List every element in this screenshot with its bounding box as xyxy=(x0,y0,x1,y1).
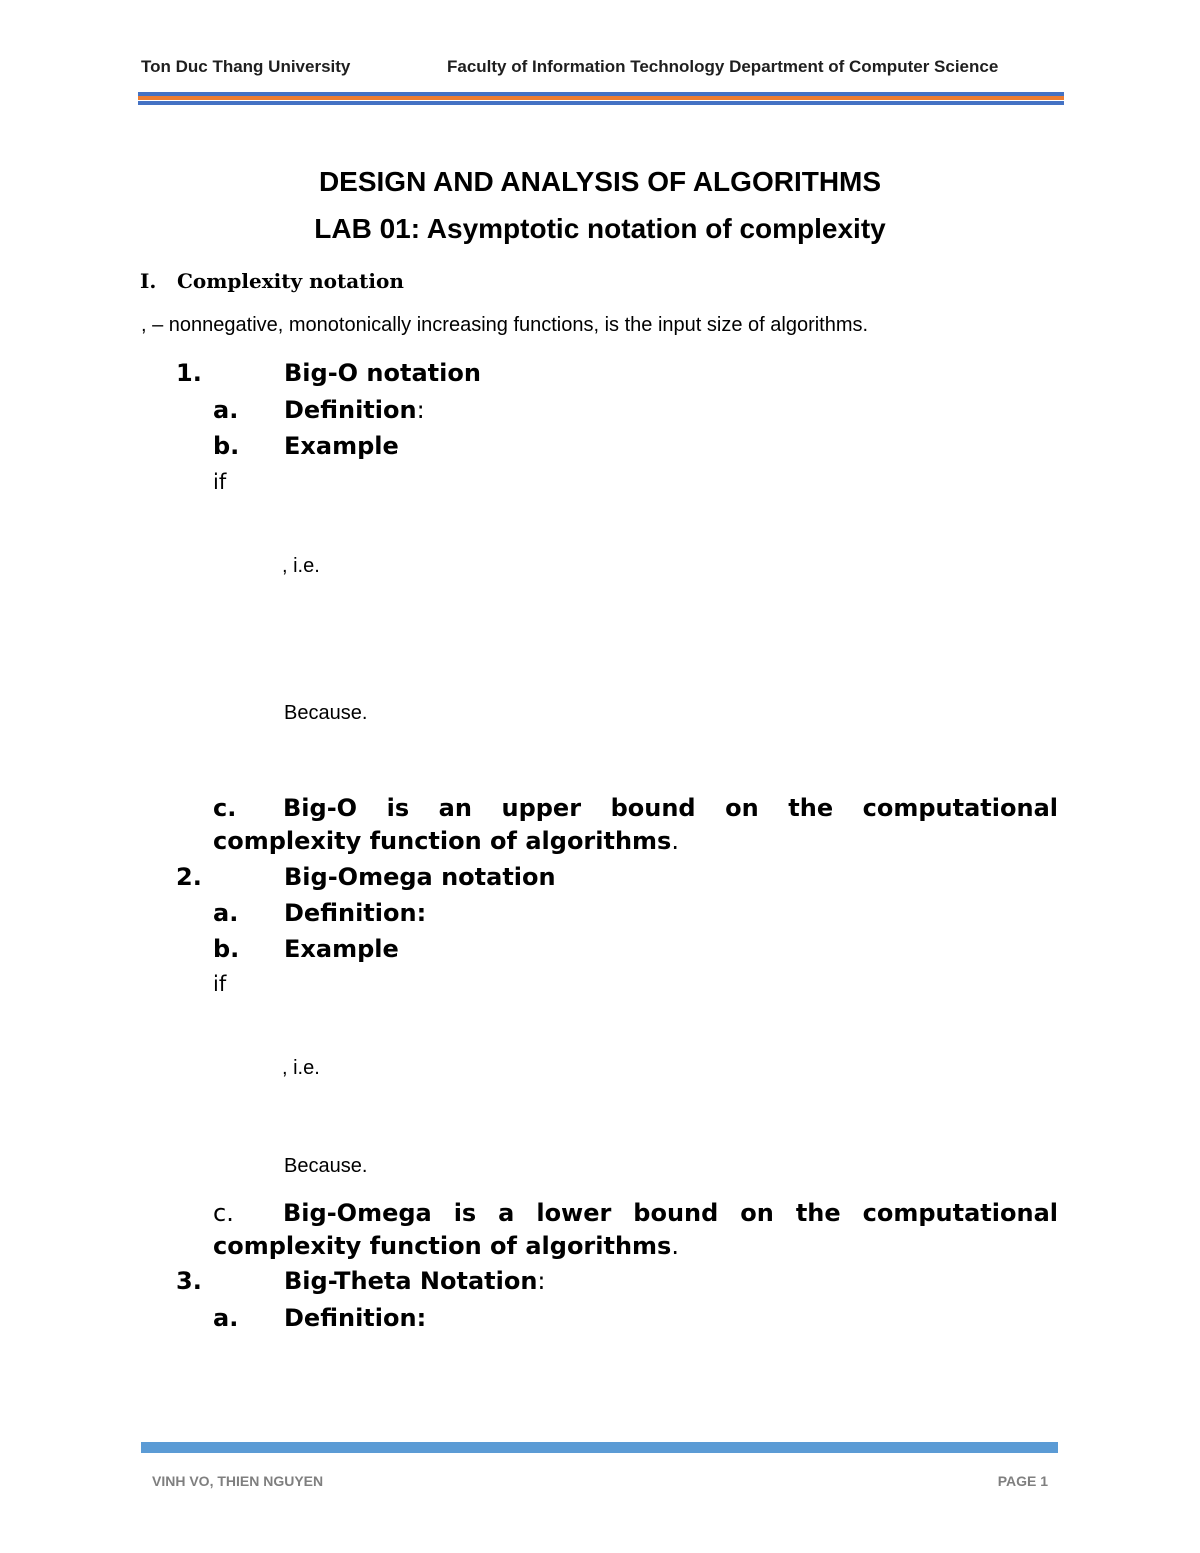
bigomega-number: 2. xyxy=(176,863,202,891)
header-faculty: Faculty of Information Technology Department of Computer Science xyxy=(447,57,999,76)
bigo-c-label: c. xyxy=(213,794,237,822)
bigo-if: if xyxy=(213,470,227,494)
lab-title: LAB 01: Asymptotic notation of complexity xyxy=(314,213,886,244)
bigo-a-label: a. xyxy=(213,396,239,424)
bigtheta-heading-colon: : xyxy=(537,1267,546,1295)
bigomega-c-period: . xyxy=(671,1232,679,1260)
bigo-c-period: . xyxy=(671,827,679,855)
course-title: DESIGN AND ANALYSIS OF ALGORITHMS xyxy=(318,166,882,197)
bigomega-a-label: a. xyxy=(213,899,239,927)
bigo-heading: Big-O notation xyxy=(284,359,481,387)
bigo-c-paragraph xyxy=(213,792,1058,858)
section-intro: , – nonnegative, monotonically increasing functions, is the input size of algorithms. xyxy=(141,314,869,336)
section-heading: Complexity notation xyxy=(177,269,404,293)
bigo-definition-text: Definition xyxy=(284,396,417,424)
bigo-definition xyxy=(284,396,425,424)
bigtheta-heading-text: Big-Theta Notation xyxy=(284,1267,538,1295)
bigo-b-label: b. xyxy=(213,432,240,460)
bigo-c-text: Big-O is an upper bound on the computational complexity function of algorithms xyxy=(213,794,1058,855)
bigo-number: 1. xyxy=(176,359,202,387)
bigo-example: Example xyxy=(284,432,399,460)
footer-page-number: PAGE 1 xyxy=(997,1473,1048,1489)
bigomega-c-text: Big-Omega is a lower bound on the computational complexity function of algorithms xyxy=(213,1199,1058,1260)
bigtheta-heading xyxy=(284,1267,546,1295)
section-number: I. xyxy=(140,269,157,293)
bigo-definition-colon: : xyxy=(416,396,425,424)
bigtheta-a-label: a. xyxy=(213,1304,239,1332)
bigo-ie: , i.e. xyxy=(282,555,320,577)
bigomega-definition: Definition: xyxy=(284,899,427,927)
bigomega-c-paragraph xyxy=(213,1197,1058,1263)
bigo-because: Because. xyxy=(284,702,368,724)
bigomega-c-label: c. xyxy=(213,1199,234,1227)
footer-authors: VINH VO, THIEN NGUYEN xyxy=(152,1473,324,1489)
header-university: Ton Duc Thang University xyxy=(141,57,351,76)
bigomega-ie: , i.e. xyxy=(282,1057,320,1079)
bigomega-if: if xyxy=(213,972,227,996)
bigtheta-number: 3. xyxy=(176,1267,202,1295)
bigomega-example: Example xyxy=(284,935,399,963)
bigtheta-definition: Definition: xyxy=(284,1304,427,1332)
bigomega-b-label: b. xyxy=(213,935,240,963)
bigomega-heading: Big-Omega notation xyxy=(284,863,556,891)
footer-rule xyxy=(141,1442,1058,1453)
bigomega-because: Because. xyxy=(284,1155,368,1177)
